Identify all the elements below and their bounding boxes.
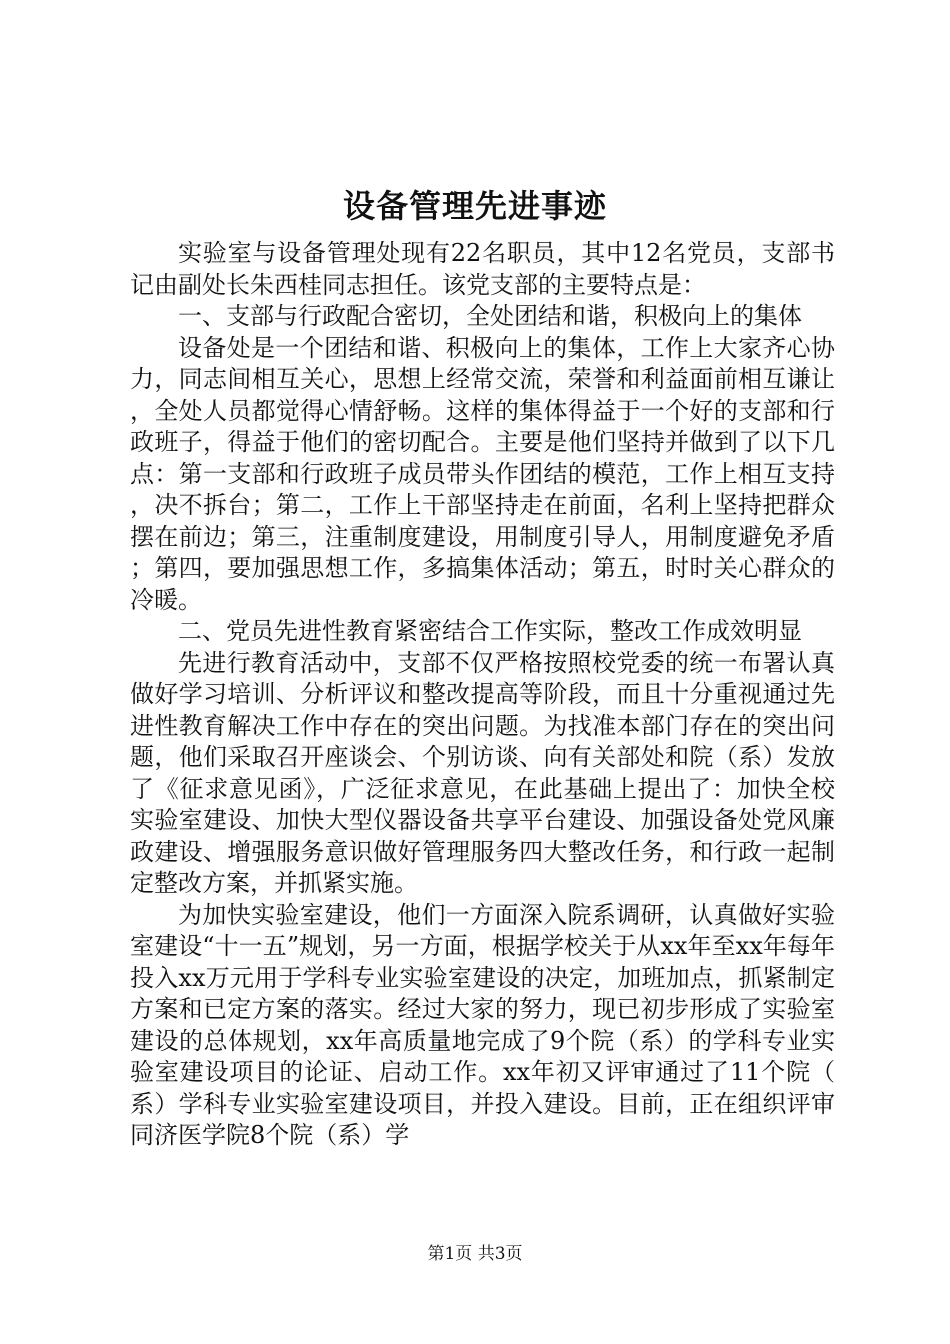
page-number: 第1页 共3页: [427, 1244, 523, 1264]
paragraph-section-1: 设备处是一个团结和谐、积极向上的集体，工作上大家齐心协力，同志间相互关心，思想上经常交流，荣誉和利益面前相互谦让，全处人员都觉得心情舒畅。这样的集体得益于一个好的支部和行政班子，得益于他们的密切配合。主要是他们坚持并做到了以下几点：第一支部和行政班子成员带头作团结的模范，工作上相互支持，决不拆台；第二，工作上干部坚持走在前面，名利上坚持把群众摆在前边；第三，注重制度建设，用制度引导人，用制度避免矛盾；第四，要加强思想工作，多搞集体活动；第五，时时关心群众的冷暖。: [130, 333, 835, 614]
section-heading-2: 二、党员先进性教育紧密结合工作实际，整改工作成效明显: [178, 617, 802, 645]
paragraph-section-2: 先进行教育活动中，支部不仅严格按照校党委的统一布署认真做好学习培训、分析评议和整改提高等阶段，而且十分重视通过先进性教育解决工作中存在的突出问题。为找准本部门存在的突出问题，他们采取召开座谈会、个别访谈、向有关部处和院（系）发放了《征求意见函》，广泛征求意见，在此基础上提出了：加快全校实验室建设、加快大型仪器设备共享平台建设、加强设备处党风廉政建设、增强服务意识做好管理服务四大整改任务，和行政一起制定整改方案，并抓紧实施。: [130, 648, 835, 897]
document-title: 设备管理先进事迹: [342, 187, 607, 225]
document-body: [130, 238, 835, 1152]
paragraph-intro: 实验室与设备管理处现有22名职员，其中12名党员，支部书记由副处长朱西桂同志担任。该党支部的主要特点是：: [130, 239, 835, 299]
paragraph-lab-construction: 为加快实验室建设，他们一方面深入院系调研，认真做好实验室建设“十一五”规划，另一方面，根据学校关于从xx年至xx年每年投入xx万元用于学科专业实验室建设的决定，加班加点，抓紧制定方案和已定方案的落实。经过大家的努力，现已初步形成了实验室建设的总体规划，xx年高质量地完成了9个院（系）的学科专业实验室建设项目的论证、启动工作。xx年初又评审通过了11个院（系）学科专业实验室建设项目，并投入建设。目前，正在组织评审同济医学院8个院（系）学: [130, 900, 835, 1149]
section-heading-1: 一、支部与行政配合密切，全处团结和谐，积极向上的集体: [178, 302, 802, 330]
